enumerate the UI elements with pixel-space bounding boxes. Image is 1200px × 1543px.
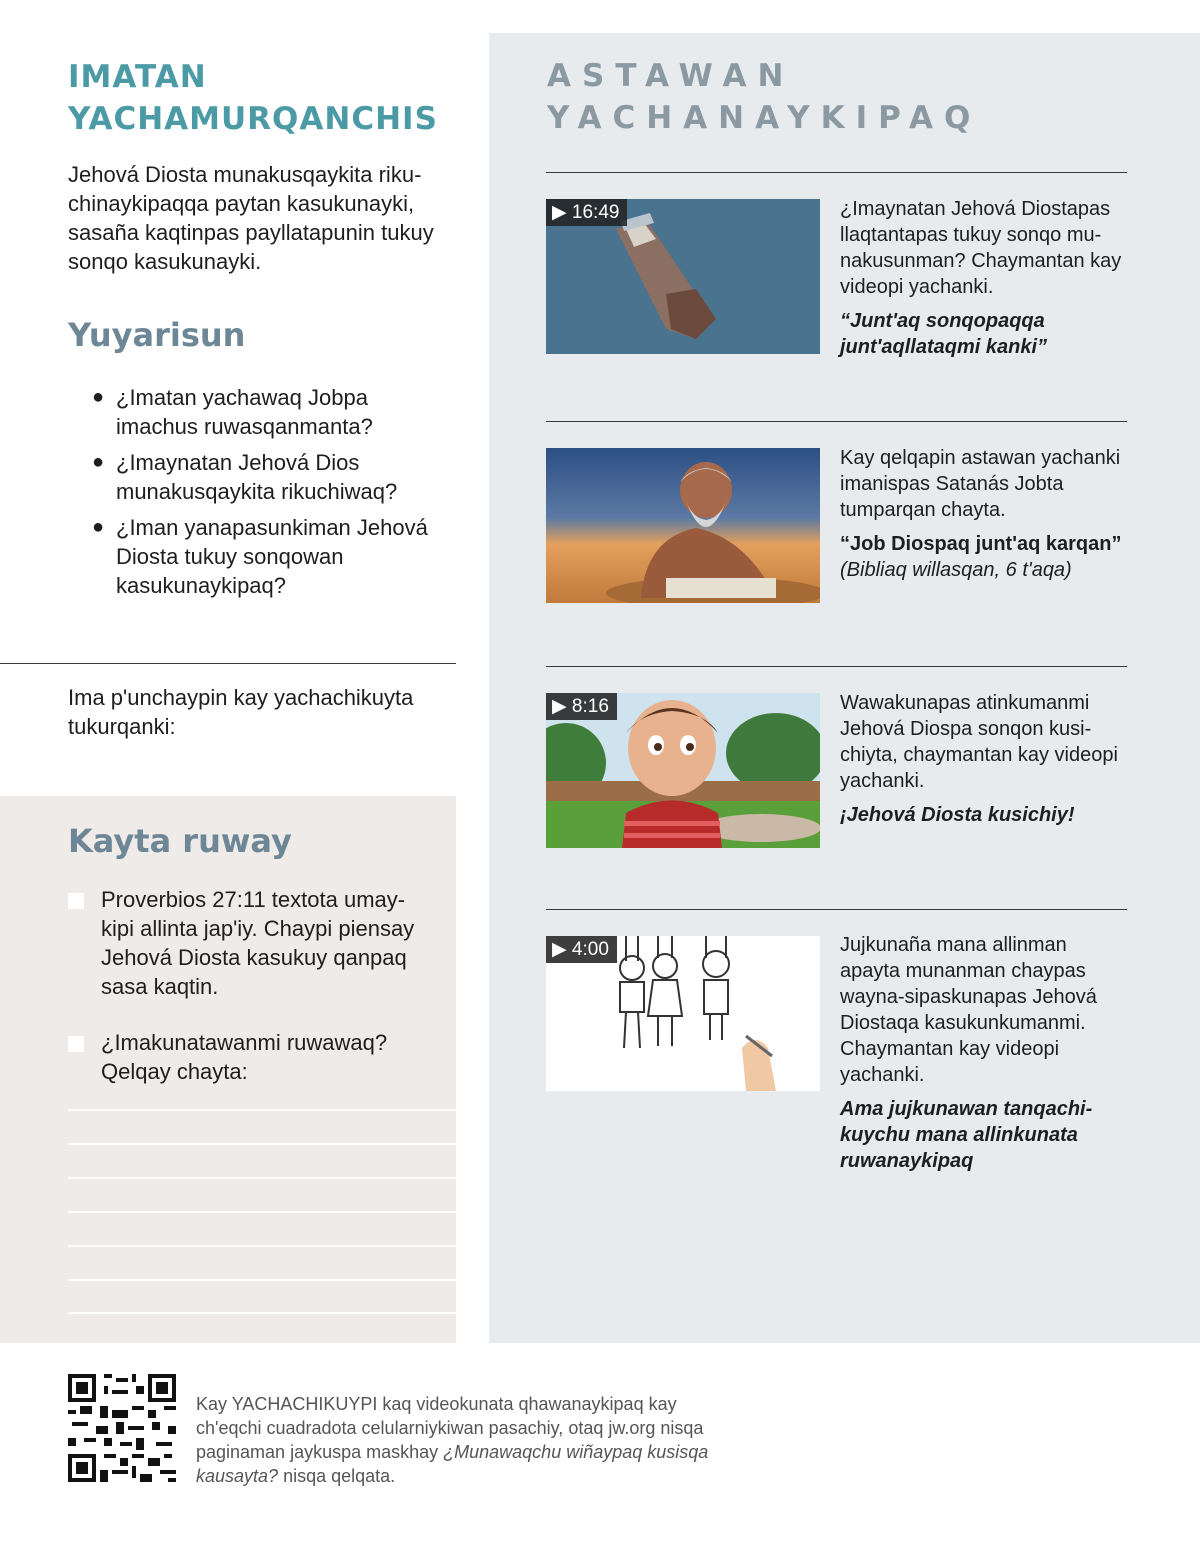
lesson-title [68, 56, 438, 140]
duration-badge: ▶ 16:49 [546, 199, 627, 226]
bullet-icon: ● [92, 516, 105, 538]
video-title[interactable]: “Junt'aq sonqopaqqa junt'aqllataqmi kanki” [840, 310, 1048, 358]
video-thumbnail[interactable] [546, 936, 820, 1091]
footer-book-title[interactable]: ¿Munawaqchu wiñaypaq kusisqa kausayta? [196, 1442, 709, 1486]
video-title[interactable]: ¡Jehová Diosta kusichiy! [840, 804, 1075, 826]
video-info [840, 690, 1130, 828]
video-title[interactable]: Ama jujkunawan tanqachikuychu mana allinkunata ruwanaykipaq [840, 1098, 1093, 1172]
play-icon: ▶ [552, 202, 567, 223]
divider [0, 663, 456, 664]
job-illustration [546, 448, 820, 603]
task-text: Proverbios 27:11 textota umaykipi allinta jap'iy. Chaypi piensay Jehová Diosta kasukuy qanpaq sasa kaqtin. [101, 887, 415, 999]
divider [546, 666, 1127, 667]
video-description: Jujkunaña mana allinman apayta munanman chaypas wayna-sipaskunapas Jehová Diostaqa kasukunkumanmi. Chaymantan kay videopi yachanki. [840, 934, 1097, 1086]
video-info [840, 932, 1130, 1174]
task-text: ¿Imakunatawanmi ruwawaq? Qelqay chayta: [101, 1030, 388, 1084]
video-thumbnail[interactable] [546, 693, 820, 848]
writing-line[interactable] [68, 1312, 456, 1314]
divider [546, 172, 1127, 173]
learn-more-title [547, 55, 981, 139]
duration-badge: ▶ 8:16 [546, 693, 617, 720]
bullet-icon: ● [92, 451, 105, 473]
article-description: Kay qelqapin astawan yachanki imanispas Satanás Jobta tumparqan chayta. [840, 447, 1121, 521]
task-item [68, 885, 428, 1001]
divider [546, 909, 1127, 910]
task-item [68, 1028, 428, 1086]
video-info [840, 196, 1130, 360]
writing-line[interactable] [68, 1177, 456, 1179]
practice-box [0, 796, 456, 1343]
video-description: Wawakunapas atinkumanmi Jehová Diospa sonqon kusichiyta, chaymantan kay videopi yachanki. [840, 692, 1118, 792]
checkbox[interactable] [68, 893, 84, 909]
learn-more-title-line2: YACHANAYKIPAQ [547, 100, 982, 136]
article-title[interactable]: “Job Diospaq junt'aq karqan” (Bibliaq willasqan, 6 t'aqa) [840, 533, 1122, 581]
divider [546, 421, 1127, 422]
review-question: ● ¿Imaynatan Jehová Dios munakusqaykita rikuchiwaq? [92, 450, 398, 504]
writing-line[interactable] [68, 1279, 456, 1281]
writing-line[interactable] [68, 1143, 456, 1145]
writing-line[interactable] [68, 1245, 456, 1247]
practice-heading: Kayta ruway [68, 822, 292, 860]
review-heading: Yuyarisun [68, 316, 246, 354]
play-icon: ▶ [552, 696, 567, 717]
completion-date-prompt: Ima p'unchaypin kay yachachikuyta tukurqanki: [68, 685, 414, 739]
review-questions [90, 383, 440, 607]
play-icon: ▶ [552, 939, 567, 960]
article-source: (Bibliaq willasqan, 6 t'aqa) [840, 559, 1072, 581]
lesson-title-line2: YACHAMURQANCHIS [68, 101, 438, 137]
footer-note: Kay YACHACHIKUYPI kaq videokunata qhawanaykipaq kay ch'eqchi cuadradota celularniykiwan pasachiy, otaq jw.org nisqa paginaman jaykuspa maskhay ¿Munawaqchu wiñaypaq kusisqa kausayta? nisqa qelqata. [196, 1394, 709, 1486]
article-info [840, 445, 1130, 583]
article-thumbnail[interactable] [546, 448, 820, 603]
learn-more-panel [489, 33, 1200, 1343]
duration-badge: ▶ 4:00 [546, 936, 617, 963]
bullet-icon: ● [92, 386, 105, 408]
writing-line[interactable] [68, 1211, 456, 1213]
review-question: ● ¿Imatan yachawaq Jobpa imachus ruwasqanmanta? [92, 385, 373, 439]
video-description: ¿Imaynatan Jehová Diostapas llaqtantapas tukuy sonqo munakusunman? Chaymantan kay videopi yachanki. [840, 198, 1122, 298]
review-question: ● ¿Iman yanapasunkiman Jehová Diosta tukuy sonqowan kasukunaykipaq? [92, 515, 428, 598]
summary-text: Jehová Diosta munakusqaykita rikuchinaykipaqqa paytan kasukunayki, sasaña kaqtinpas payllatapunin tukuy sonqo kasukunayki. [68, 162, 434, 274]
writing-line[interactable] [68, 1109, 456, 1111]
learn-more-title-line1: ASTAWAN [547, 58, 795, 94]
checkbox[interactable] [68, 1036, 84, 1052]
qr-code[interactable] [68, 1374, 176, 1482]
video-thumbnail[interactable] [546, 199, 820, 354]
lesson-title-line1: IMATAN [68, 59, 207, 95]
